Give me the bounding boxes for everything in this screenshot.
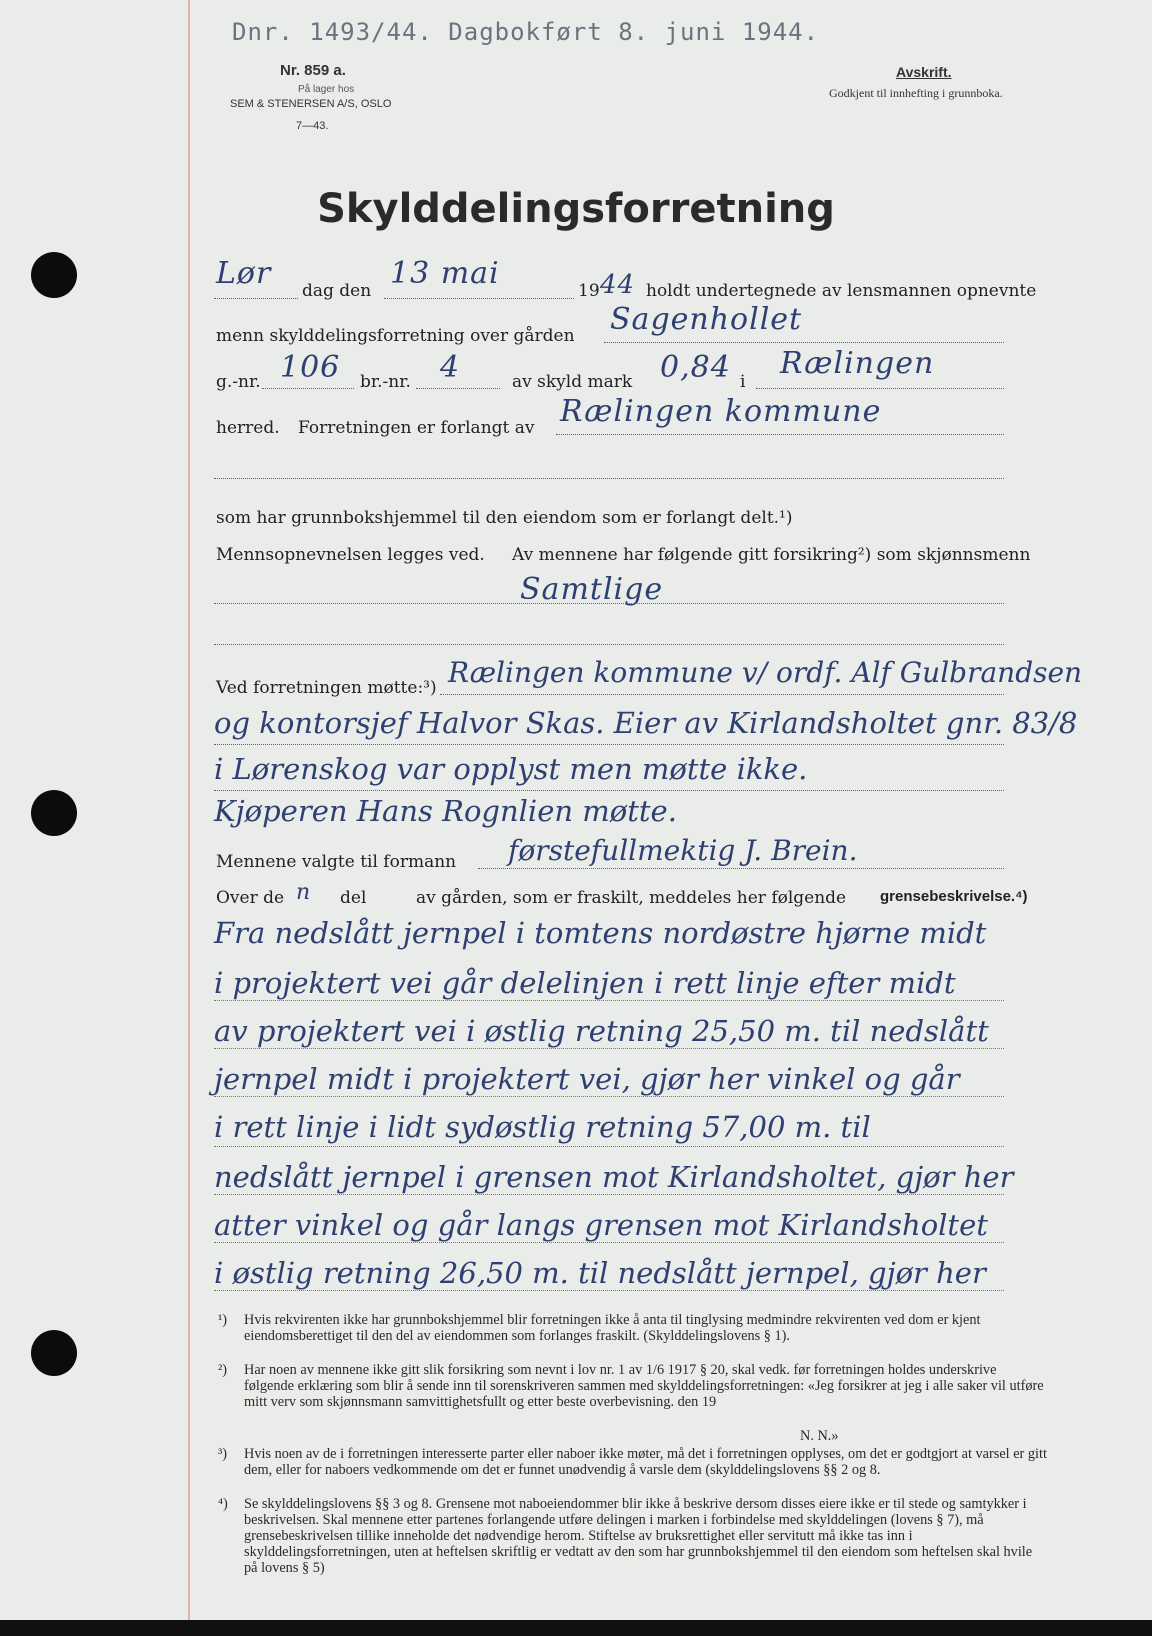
footnote-text: Hvis noen av de i forretningen interesserte parter eller naboer ikke møter, må det i forretningen opplyses, om det er godtgjort at varsel er gitt dem, eller for naboers vedkommende om det er funnet unødvendig å varsle dem (skylddelingslovens §§ 2 og 8. — [244, 1446, 1047, 1478]
scan-edge — [0, 1620, 1152, 1636]
journal-stamp: Dnr. 1493/44. Dagbokført 8. juni 1944. — [232, 18, 820, 46]
footnote-mark: ²) — [218, 1362, 228, 1378]
handwritten-description-line: i østlig retning 26,50 m. til nedslått jernpel, gjør her — [214, 1256, 986, 1290]
label-motte: Ved forretningen møtte:³) — [216, 678, 437, 698]
handwritten-brnr: 4 — [440, 350, 461, 385]
handwritten-requester: Rælingen kommune — [560, 394, 882, 429]
footnote-mark: ³) — [218, 1446, 228, 1462]
label-grunnbok: som har grunnbokshjemmel til den eiendom som er forlangt delt.¹) — [216, 508, 793, 528]
avskrift-label: Avskrift. — [896, 64, 952, 80]
label-forsikring: Av mennene har følgende gitt forsikring²) som skjønnsmenn — [512, 545, 1031, 565]
footnote — [218, 1446, 1048, 1478]
handwritten-description-line: Fra nedslått jernpel i tomtens nordøstre hjørne midt — [214, 916, 987, 950]
handwritten-motte-line: i Lørenskog var opplyst men møtte ikke. — [214, 752, 808, 786]
footnote-text: Har noen av mennene ikke gitt slik forsikring som nevnt i lov nr. 1 av 1/6 1917 § 20, skal vedk. før forretningen holdes underskrive følgende erklæring som blir å sende inn til sorenskriveren sammen med skylddelingsforretningen: «Jeg forsikrer at jeg i alle saker vil utføre mitt verv som skjønnsmann samvittighetsfullt og etter beste overbevisning. den 19 — [244, 1362, 1044, 1410]
approval-note: Godkjent til innhefting i grunnboka. — [829, 86, 1003, 100]
handwritten-motte-line: og kontorsjef Halvor Skas. Eier av Kirlandsholtet gnr. 83/8 — [214, 706, 1078, 740]
label-over-de: Over de — [216, 888, 285, 908]
handwritten-date: 13 mai — [390, 256, 500, 291]
form-number: Nr. 859 a. — [280, 62, 346, 79]
punch-hole — [31, 790, 77, 836]
footnote-mark: ¹) — [218, 1312, 228, 1328]
label-i: i — [740, 372, 746, 392]
footnote-mark: ⁴) — [218, 1496, 228, 1512]
footnote — [218, 1362, 1048, 1410]
handwritten-motte-line: Rælingen kommune v/ ordf. Alf Gulbrandsen — [448, 656, 1083, 689]
label-brnr: br.-nr. — [360, 372, 411, 392]
handwritten-description-line: i projektert vei går delelinjen i rett linje efter midt — [214, 966, 956, 1000]
print-date: 7—43. — [296, 120, 329, 132]
handwritten-forsikring: Samtlige — [520, 572, 664, 607]
footnote-text: N. N.» — [800, 1428, 839, 1444]
handwritten-description-line: jernpel midt i projektert vei, gjør her vinkel og går — [214, 1062, 960, 1096]
handwritten-year: 44 — [600, 270, 636, 300]
punch-hole — [31, 1330, 77, 1376]
punch-hole — [31, 252, 77, 298]
handwritten-over: n — [296, 880, 311, 905]
handwritten-skyld: 0,84 — [660, 350, 731, 385]
label-mennsop: Mennsopnevnelsen legges ved. — [216, 545, 485, 565]
label-formann: Mennene valgte til formann — [216, 852, 457, 872]
footnote — [218, 1312, 1048, 1344]
label-herred: herred. — [216, 418, 280, 438]
footnote-signature — [800, 1428, 1000, 1444]
footnote — [218, 1496, 1048, 1576]
label-grense: grensebeskrivelse.⁴) — [880, 888, 1028, 905]
handwritten-description-line: atter vinkel og går langs grensen mot Kirlandsholtet — [214, 1208, 988, 1242]
label-skyld: av skyld mark — [512, 372, 633, 392]
handwritten-day: Lør — [216, 256, 272, 291]
handwritten-farm: Sagenhollet — [610, 302, 803, 337]
label-holdt: holdt undertegnede av lensmannen opnevnte — [646, 281, 1037, 301]
label-gnr: g.-nr. — [216, 372, 261, 392]
handwritten-place: Rælingen — [780, 346, 935, 381]
handwritten-motte-line: Kjøperen Hans Rognlien møtte. — [214, 794, 677, 828]
page-title: Skylddelingsforretning — [317, 186, 835, 232]
handwritten-description-line: av projektert vei i østlig retning 25,50 m. til nedslått — [214, 1014, 989, 1048]
handwritten-formann: førstefullmektig J. Brein. — [508, 834, 858, 867]
printer-note: På lager hos — [298, 84, 355, 95]
printer-name: SEM & STENERSEN A/S, OSLO — [230, 98, 392, 110]
label-del: del — [340, 888, 367, 908]
label-year-prefix: 19 — [578, 281, 600, 301]
label-forlangt: Forretningen er forlangt av — [298, 418, 535, 438]
label-menn: menn skylddelingsforretning over gården — [216, 326, 575, 346]
label-av-garden: av gården, som er fraskilt, meddeles her følgende — [416, 888, 847, 908]
handwritten-description-line: nedslått jernpel i grensen mot Kirlandsholtet, gjør her — [214, 1160, 1014, 1194]
label-dag-den: dag den — [302, 281, 372, 301]
footnote-text: Hvis rekvirenten ikke har grunnbokshjemmel blir forretningen ikke å anta til tinglysing medmindre rekvirenten ved dom er kjent eiendomsberettiget til den del av eiendommen som forlanges fraskilt. (Skylddelingslovens § 1). — [244, 1312, 981, 1344]
margin-rule — [188, 0, 190, 1620]
handwritten-description-line: i rett linje i lidt sydøstlig retning 57,00 m. til — [214, 1110, 871, 1144]
handwritten-gnr: 106 — [280, 350, 341, 385]
footnote-text: Se skylddelingslovens §§ 3 og 8. Grensene mot naboeiendommer blir ikke å beskrive dersom disses eiere ikke er til stede og samtykker i beskrivelsen. Skal mennene etter partenes forlangende utføre delingen i marken i forbindelse med skylddelingen (lovens § 7), må grensebeskrivelsen tillike inneholde det nødvendige herom. Stiftelse av bruksrettighet eller servitutt må ikke tas inn i skylddelingsforretningen, uten at heftelsen skriftlig er vedtatt av den som har grunnbokshjemmel til den eiendom som heftelsen skal hvile på lovens § 5) — [244, 1496, 1033, 1576]
